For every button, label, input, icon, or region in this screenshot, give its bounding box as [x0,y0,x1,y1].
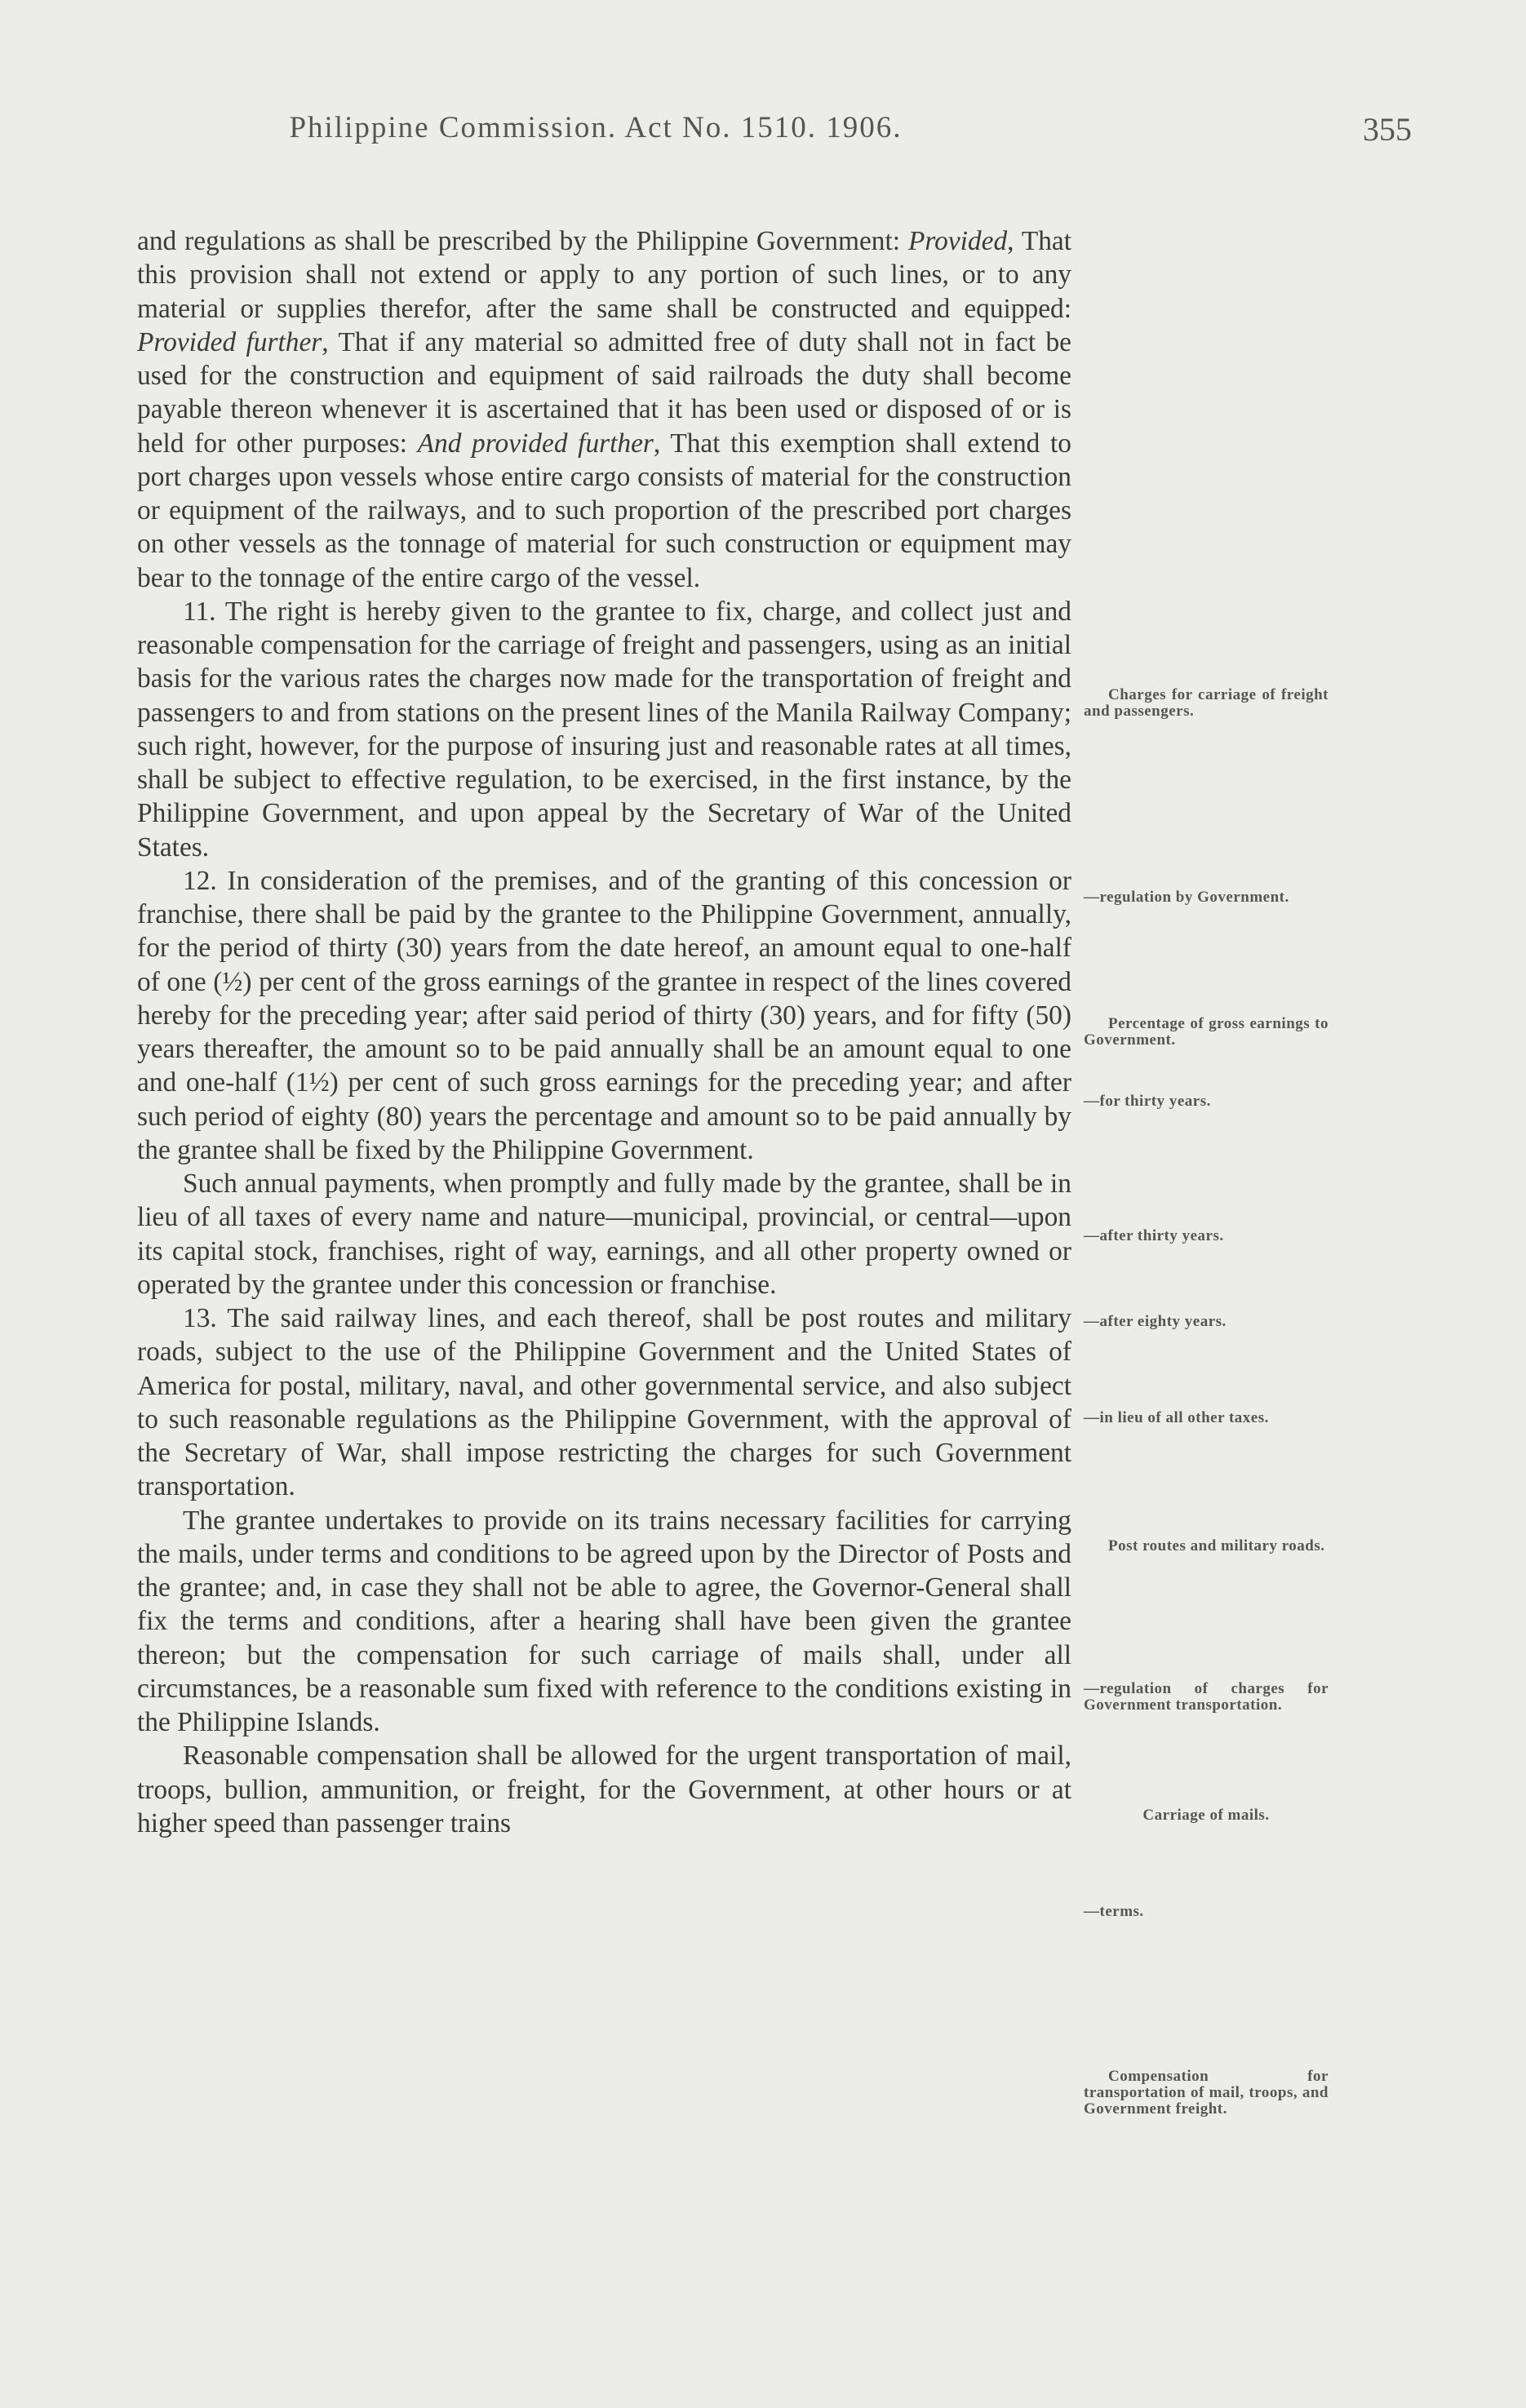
margin-note: —for thirty years. [1084,1093,1211,1110]
margin-note: —in lieu of all other taxes. [1084,1409,1269,1426]
text-run: , That this provision shall not extend or apply to any portion of such lines, or to any material or supplies therefor, after the same shall be constructed and equipped: [137,226,1072,324]
text-run: and regulations as shall be prescribed by the Philippine Government: [137,226,908,256]
text-run: 12. In consideration of the premises, and of the granting of this concession or franchise, there shall be paid by the grantee to the Philippine Government, annually, for the period of thirty (30) years from the date hereof, an amount equal to one-half of one (½) per cent of the gross earnings of the grantee in respect of the lines covered hereby for the preceding year; after said period of thirty (30) years, and for fifty (50) years thereafter, the amount so to be paid annually shall be an amount equal to one and one-half (1½) per cent of such gross earnings for the preceding year; and after such period of eighty (80) years the percentage and amount so to be paid annually by the grantee shall be fixed by the Philippine Government. [137,865,1071,1165]
body-text [137,224,1071,1840]
body-paragraph [137,595,1071,864]
text-run: , That if any material so admitted free of duty shall not in fact be used for the construction and equipment of said railroads the duty shall become payable thereon whenever it is ascertained that it has been used or disposed of or is held for other purposes: [137,326,1071,459]
margin-note: Carriage of mails. [1142,1807,1270,1824]
body-paragraph [137,1302,1071,1504]
margin-note: Compensation for transportation of mail, troops, and Government freight. [1084,2068,1329,2118]
italic-run: Provided [907,226,1008,256]
text-run: Reasonable compensation shall be allowed for the urgent transportation of mail, troops, bullion, ammunition, or freight, for the Government, at other hours or at higher speed than passenger trains [137,1741,1071,1838]
text-run: 13. The said railway lines, and each thereof, shall be post routes and military roads, subject to the use of the Philippine Government and the United States of America for postal, military, naval, and other governmental service, and also subject to such reasonable regulations as the Philippine Government, with the approval of the Secretary of War, shall impose restricting the charges for such Government transportation. [137,1303,1071,1502]
margin-note: —regulation of charges for Government transportation. [1084,1680,1329,1714]
margin-note: Charges for carriage of freight and passengers. [1084,686,1329,720]
body-paragraph [137,1504,1071,1740]
running-head: Philippine Commission. Act No. 1510. 1906. [289,111,903,144]
body-paragraph [137,1167,1071,1302]
body-paragraph [137,1739,1071,1840]
italic-run: Provided further [137,326,322,357]
body-paragraph [137,864,1071,1167]
text-run: 11. The right is hereby given to the grantee to fix, charge, and collect just and reasonable compensation for the carriage of freight and passengers, using as an initial basis for the various rates the charges now made for the transportation of freight and passengers to and from stations on the present lines of the Manila Railway Company; such right, however, for the purpose of insuring just and reasonable rates at all times, shall be subject to effective regulation, to be exercised, in the first instance, by the Philippine Government, and upon appeal by the Secretary of War of the United States. [137,596,1071,863]
margin-note: Post routes and military roads. [1108,1537,1325,1554]
text-run: , That this exemption shall extend to port charges upon vessels whose entire cargo consists of material for the construction or equipment of the railways, and to such proportion of the prescribed port charges on other vessels as the tonnage of material for such construction or equipment may bear to the tonnage of the entire cargo of the vessel. [137,428,1071,593]
margin-note: Percentage of gross earnings to Government. [1084,1015,1329,1049]
margin-note: —after eighty years. [1084,1313,1227,1330]
page-number: 355 [1363,111,1412,148]
margin-note: —after thirty years. [1084,1227,1224,1244]
margin-note: —terms. [1084,1903,1144,1920]
italic-run: And provided further [417,428,654,459]
margin-note: —regulation by Government. [1084,889,1289,906]
text-run: Such annual payments, when promptly and fully made by the grantee, shall be in lieu of all taxes of every name and nature—municipal, provincial, or central—upon its capital stock, franchises, right of way, earnings, and all other property owned or operated by the grantee under this concession or franchise. [137,1169,1071,1300]
body-paragraph [137,224,1071,595]
text-run: The grantee undertakes to provide on its trains necessary facilities for carrying the mails, under terms and conditions to be agreed upon by the Director of Posts and the grantee; and, in case they shall not be able to agree, the Governor-General shall fix the terms and conditions, after a hearing shall have been given the grantee thereon; but the compensation for such carriage of mails shall, under all circumstances, be a reasonable sum fixed with reference to the conditions existing in the Philippine Islands. [137,1505,1071,1737]
